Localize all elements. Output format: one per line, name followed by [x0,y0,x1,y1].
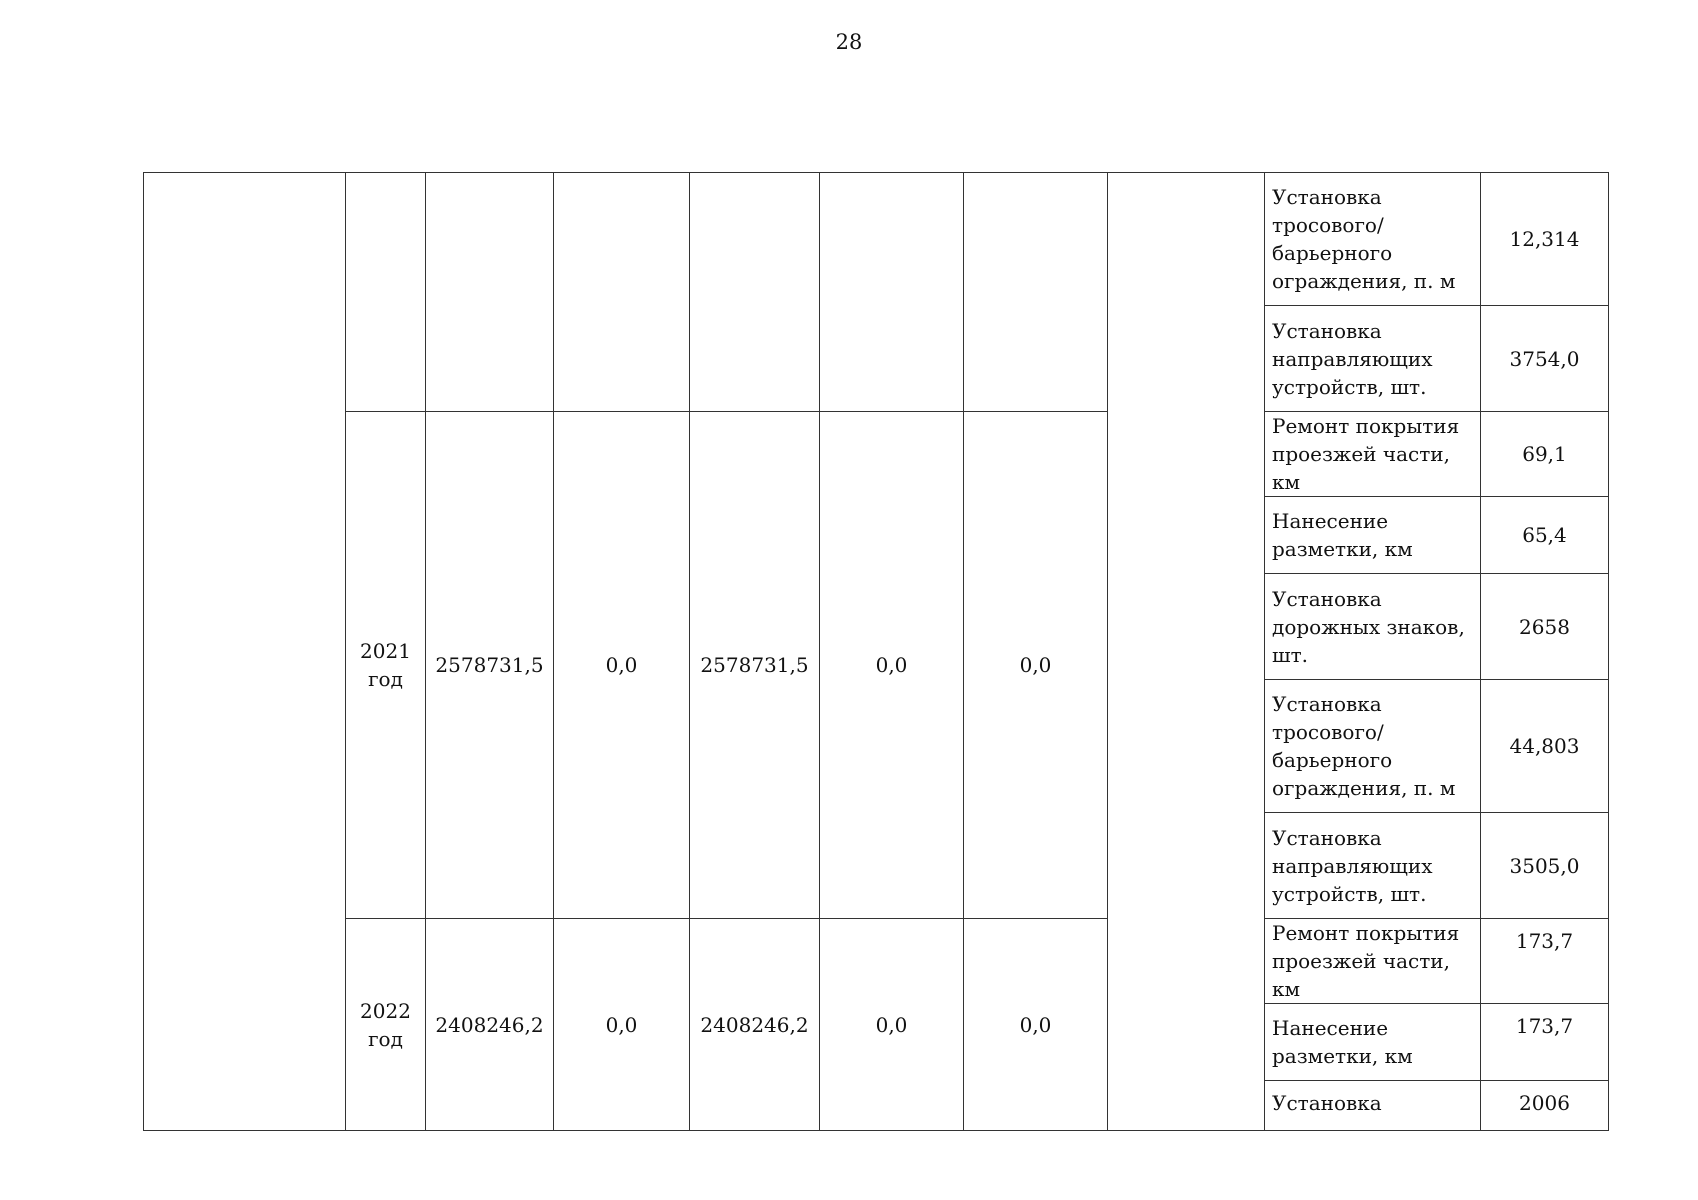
measure-name-cell [144,173,346,1131]
other-cell [964,173,1108,412]
other-cell: 0,0 [964,412,1108,919]
indicator-value: 3754,0 [1481,306,1609,412]
indicator-name: Установка тросового/ барьерного ограждения, п. м [1265,173,1481,306]
year-suffix: год [368,667,403,691]
indicator-value: 2658 [1481,574,1609,680]
table-row [144,919,1609,1004]
indicator-name: Установка тросового/ барьерного ограждения, п. м [1265,680,1481,813]
indicator-name: Ремонт покрытия проезжей части, км [1265,919,1481,1004]
federal-cell [554,173,690,412]
year-cell [346,919,426,1131]
year-cell [346,173,426,412]
year-suffix: год [368,1026,403,1051]
indicator-name: Нанесение разметки, км [1265,1004,1481,1081]
indicator-value: 173,7 [1481,919,1609,1004]
federal-cell: 0,0 [554,412,690,919]
federal-cell: 0,0 [554,919,690,1131]
year-cell [346,412,426,919]
regional-cell: 2578731,5 [690,412,820,919]
executor-cell [1108,173,1265,1131]
total-cell [426,173,554,412]
regional-cell: 2408246,2 [690,919,820,1131]
page-number: 28 [835,30,863,54]
regional-cell [690,173,820,412]
indicator-name: Установка направляющих устройств, шт. [1265,813,1481,919]
indicator-name: Установка направляющих устройств, шт. [1265,306,1481,412]
local-cell [820,173,964,412]
local-cell: 0,0 [820,412,964,919]
indicator-value: 12,314 [1481,173,1609,306]
indicator-value: 69,1 [1481,412,1609,497]
table-row [144,173,1609,306]
total-cell: 2408246,2 [426,919,554,1131]
indicator-name: Нанесение разметки, км [1265,497,1481,574]
indicator-value: 173,7 [1481,1004,1609,1081]
indicator-value: 2006 [1481,1081,1609,1131]
indicator-value: 44,803 [1481,680,1609,813]
local-cell: 0,0 [820,919,964,1131]
indicator-name: Установка дорожных знаков, шт. [1265,574,1481,680]
indicator-value: 3505,0 [1481,813,1609,919]
total-cell: 2578731,5 [426,412,554,919]
table-row [144,412,1609,497]
indicator-name: Установка [1265,1081,1481,1131]
year-number: 2022 [360,998,411,1023]
other-cell: 0,0 [964,919,1108,1131]
indicator-value: 65,4 [1481,497,1609,574]
year-number: 2021 [360,639,411,663]
indicator-name: Ремонт покрытия проезжей части, км [1265,412,1481,497]
budget-table [143,172,1609,1131]
